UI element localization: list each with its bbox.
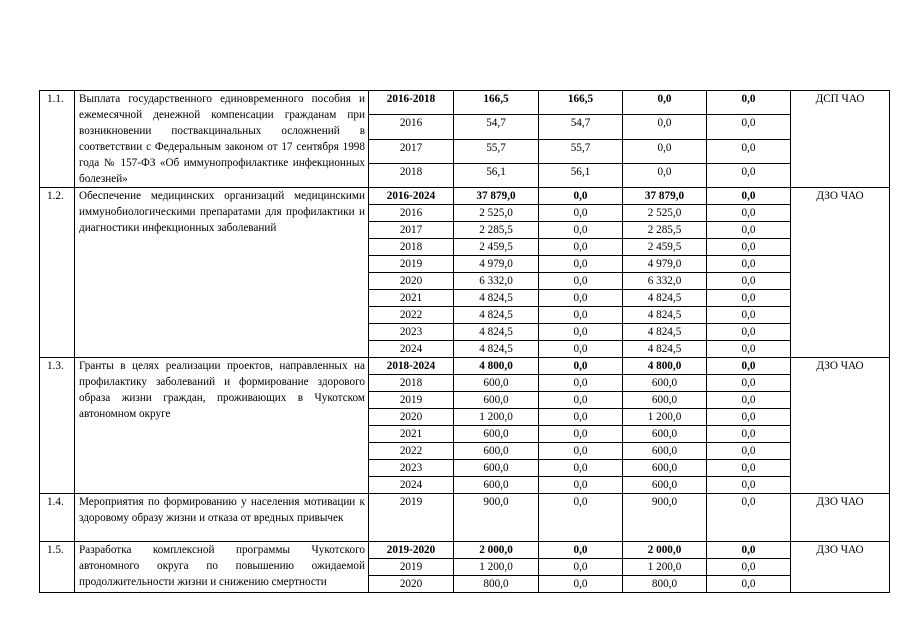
district-budget-cell: 0,0 bbox=[623, 91, 707, 115]
period-cell: 2022 bbox=[369, 307, 454, 324]
total-amount-cell: 600,0 bbox=[454, 426, 539, 443]
district-budget-cell: 600,0 bbox=[623, 375, 707, 392]
federal-budget-cell: 0,0 bbox=[539, 559, 623, 576]
budget-table bbox=[39, 90, 890, 593]
total-amount-cell: 1 200,0 bbox=[454, 409, 539, 426]
other-sources-cell: 0,0 bbox=[707, 163, 791, 187]
federal-budget-cell: 0,0 bbox=[539, 188, 623, 205]
total-amount-cell: 6 332,0 bbox=[454, 273, 539, 290]
district-budget-cell: 600,0 bbox=[623, 426, 707, 443]
federal-budget-cell: 0,0 bbox=[539, 576, 623, 593]
district-budget-cell: 4 824,5 bbox=[623, 307, 707, 324]
period-cell: 2017 bbox=[369, 222, 454, 239]
federal-budget-cell: 0,0 bbox=[539, 409, 623, 426]
other-sources-cell: 0,0 bbox=[707, 392, 791, 409]
period-cell: 2023 bbox=[369, 324, 454, 341]
other-sources-cell: 0,0 bbox=[707, 426, 791, 443]
period-cell: 2020 bbox=[369, 409, 454, 426]
total-amount-cell: 2 000,0 bbox=[454, 542, 539, 559]
total-amount-cell: 600,0 bbox=[454, 392, 539, 409]
period-cell: 2019 bbox=[369, 559, 454, 576]
total-amount-cell: 2 459,5 bbox=[454, 239, 539, 256]
other-sources-cell: 0,0 bbox=[707, 460, 791, 477]
federal-budget-cell: 0,0 bbox=[539, 392, 623, 409]
federal-budget-cell: 55,7 bbox=[539, 139, 623, 163]
federal-budget-cell: 0,0 bbox=[539, 205, 623, 222]
other-sources-cell: 0,0 bbox=[707, 239, 791, 256]
table-row bbox=[40, 494, 890, 542]
other-sources-cell: 0,0 bbox=[707, 409, 791, 426]
federal-budget-cell: 0,0 bbox=[539, 307, 623, 324]
district-budget-cell: 600,0 bbox=[623, 392, 707, 409]
district-budget-cell: 800,0 bbox=[623, 576, 707, 593]
district-budget-cell: 2 285,5 bbox=[623, 222, 707, 239]
total-amount-cell: 4 824,5 bbox=[454, 324, 539, 341]
period-cell: 2024 bbox=[369, 341, 454, 358]
total-amount-cell: 55,7 bbox=[454, 139, 539, 163]
other-sources-cell: 0,0 bbox=[707, 307, 791, 324]
district-budget-cell: 4 800,0 bbox=[623, 358, 707, 375]
federal-budget-cell: 166,5 bbox=[539, 91, 623, 115]
responsible-executor: ДСП ЧАО bbox=[791, 91, 890, 188]
item-description: Обеспечение медицинских организаций медицинскими иммунобиологическими препаратами для профилактики и диагностики инфекционных заболеваний bbox=[75, 188, 369, 358]
period-cell: 2016 bbox=[369, 115, 454, 139]
other-sources-cell: 0,0 bbox=[707, 559, 791, 576]
table-row-total bbox=[40, 542, 890, 559]
other-sources-cell: 0,0 bbox=[707, 91, 791, 115]
federal-budget-cell: 0,0 bbox=[539, 273, 623, 290]
period-cell: 2018 bbox=[369, 239, 454, 256]
other-sources-cell: 0,0 bbox=[707, 290, 791, 307]
federal-budget-cell: 54,7 bbox=[539, 115, 623, 139]
other-sources-cell: 0,0 bbox=[707, 443, 791, 460]
federal-budget-cell: 0,0 bbox=[539, 375, 623, 392]
total-amount-cell: 800,0 bbox=[454, 576, 539, 593]
federal-budget-cell: 56,1 bbox=[539, 163, 623, 187]
period-cell: 2020 bbox=[369, 273, 454, 290]
item-number: 1.4. bbox=[40, 494, 75, 542]
total-amount-cell: 1 200,0 bbox=[454, 559, 539, 576]
other-sources-cell: 0,0 bbox=[707, 273, 791, 290]
period-cell: 2018-2024 bbox=[369, 358, 454, 375]
total-amount-cell: 2 285,5 bbox=[454, 222, 539, 239]
period-cell: 2019 bbox=[369, 494, 454, 542]
federal-budget-cell: 0,0 bbox=[539, 222, 623, 239]
other-sources-cell: 0,0 bbox=[707, 139, 791, 163]
district-budget-cell: 2 525,0 bbox=[623, 205, 707, 222]
total-amount-cell: 900,0 bbox=[454, 494, 539, 542]
period-cell: 2019-2020 bbox=[369, 542, 454, 559]
period-cell: 2020 bbox=[369, 576, 454, 593]
total-amount-cell: 166,5 bbox=[454, 91, 539, 115]
period-cell: 2017 bbox=[369, 139, 454, 163]
period-cell: 2018 bbox=[369, 375, 454, 392]
other-sources-cell: 0,0 bbox=[707, 188, 791, 205]
federal-budget-cell: 0,0 bbox=[539, 542, 623, 559]
other-sources-cell: 0,0 bbox=[707, 205, 791, 222]
total-amount-cell: 4 824,5 bbox=[454, 290, 539, 307]
other-sources-cell: 0,0 bbox=[707, 341, 791, 358]
total-amount-cell: 4 979,0 bbox=[454, 256, 539, 273]
district-budget-cell: 600,0 bbox=[623, 460, 707, 477]
total-amount-cell: 600,0 bbox=[454, 443, 539, 460]
total-amount-cell: 54,7 bbox=[454, 115, 539, 139]
total-amount-cell: 600,0 bbox=[454, 375, 539, 392]
district-budget-cell: 4 979,0 bbox=[623, 256, 707, 273]
district-budget-cell: 0,0 bbox=[623, 139, 707, 163]
total-amount-cell: 4 824,5 bbox=[454, 307, 539, 324]
period-cell: 2019 bbox=[369, 256, 454, 273]
period-cell: 2022 bbox=[369, 443, 454, 460]
district-budget-cell: 4 824,5 bbox=[623, 341, 707, 358]
responsible-executor: ДЗО ЧАО bbox=[791, 188, 890, 358]
other-sources-cell: 0,0 bbox=[707, 358, 791, 375]
district-budget-cell: 0,0 bbox=[623, 115, 707, 139]
item-description: Выплата государственного единовременного пособия и ежемесячной денежной компенсации гражданам при возникновении поствакцинальных осложнений в соответствии с Федеральным законом от 17 сентября 1998 года № 157-ФЗ «Об иммунопрофилактике инфекционных болезней» bbox=[75, 91, 369, 188]
federal-budget-cell: 0,0 bbox=[539, 358, 623, 375]
federal-budget-cell: 0,0 bbox=[539, 256, 623, 273]
total-amount-cell: 2 525,0 bbox=[454, 205, 539, 222]
table-row-total bbox=[40, 358, 890, 375]
period-cell: 2016 bbox=[369, 205, 454, 222]
other-sources-cell: 0,0 bbox=[707, 222, 791, 239]
responsible-executor: ДЗО ЧАО bbox=[791, 542, 890, 593]
other-sources-cell: 0,0 bbox=[707, 375, 791, 392]
responsible-executor: ДЗО ЧАО bbox=[791, 358, 890, 494]
other-sources-cell: 0,0 bbox=[707, 542, 791, 559]
table-row-total bbox=[40, 91, 890, 115]
other-sources-cell: 0,0 bbox=[707, 115, 791, 139]
federal-budget-cell: 0,0 bbox=[539, 426, 623, 443]
federal-budget-cell: 0,0 bbox=[539, 324, 623, 341]
item-number: 1.5. bbox=[40, 542, 75, 593]
district-budget-cell: 2 459,5 bbox=[623, 239, 707, 256]
period-cell: 2024 bbox=[369, 477, 454, 494]
item-number: 1.3. bbox=[40, 358, 75, 494]
district-budget-cell: 1 200,0 bbox=[623, 559, 707, 576]
total-amount-cell: 4 824,5 bbox=[454, 341, 539, 358]
item-number: 1.2. bbox=[40, 188, 75, 358]
district-budget-cell: 0,0 bbox=[623, 163, 707, 187]
total-amount-cell: 56,1 bbox=[454, 163, 539, 187]
other-sources-cell: 0,0 bbox=[707, 494, 791, 542]
period-cell: 2016-2024 bbox=[369, 188, 454, 205]
period-cell: 2021 bbox=[369, 426, 454, 443]
district-budget-cell: 4 824,5 bbox=[623, 324, 707, 341]
item-description: Разработка комплексной программы Чукотского автономного округа по повышению ожидаемой продолжительности жизни и снижению смертности bbox=[75, 542, 369, 593]
federal-budget-cell: 0,0 bbox=[539, 460, 623, 477]
district-budget-cell: 37 879,0 bbox=[623, 188, 707, 205]
district-budget-cell: 600,0 bbox=[623, 477, 707, 494]
district-budget-cell: 1 200,0 bbox=[623, 409, 707, 426]
period-cell: 2016-2018 bbox=[369, 91, 454, 115]
table-body bbox=[40, 91, 890, 593]
federal-budget-cell: 0,0 bbox=[539, 477, 623, 494]
federal-budget-cell: 0,0 bbox=[539, 494, 623, 542]
district-budget-cell: 6 332,0 bbox=[623, 273, 707, 290]
item-description: Гранты в целях реализации проектов, направленных на профилактику заболеваний и формирование здорового образа жизни граждан, проживающих в Чукотском автономном округе bbox=[75, 358, 369, 494]
district-budget-cell: 600,0 bbox=[623, 443, 707, 460]
period-cell: 2023 bbox=[369, 460, 454, 477]
other-sources-cell: 0,0 bbox=[707, 576, 791, 593]
item-description: Мероприятия по формированию у населения мотивации к здоровому образу жизни и отказа от вредных привычек bbox=[75, 494, 369, 542]
total-amount-cell: 600,0 bbox=[454, 477, 539, 494]
period-cell: 2018 bbox=[369, 163, 454, 187]
federal-budget-cell: 0,0 bbox=[539, 290, 623, 307]
table-row-total bbox=[40, 188, 890, 205]
district-budget-cell: 2 000,0 bbox=[623, 542, 707, 559]
federal-budget-cell: 0,0 bbox=[539, 239, 623, 256]
total-amount-cell: 37 879,0 bbox=[454, 188, 539, 205]
total-amount-cell: 600,0 bbox=[454, 460, 539, 477]
federal-budget-cell: 0,0 bbox=[539, 341, 623, 358]
district-budget-cell: 4 824,5 bbox=[623, 290, 707, 307]
other-sources-cell: 0,0 bbox=[707, 256, 791, 273]
total-amount-cell: 4 800,0 bbox=[454, 358, 539, 375]
other-sources-cell: 0,0 bbox=[707, 477, 791, 494]
period-cell: 2021 bbox=[369, 290, 454, 307]
federal-budget-cell: 0,0 bbox=[539, 443, 623, 460]
period-cell: 2019 bbox=[369, 392, 454, 409]
item-number: 1.1. bbox=[40, 91, 75, 188]
responsible-executor: ДЗО ЧАО bbox=[791, 494, 890, 542]
district-budget-cell: 900,0 bbox=[623, 494, 707, 542]
other-sources-cell: 0,0 bbox=[707, 324, 791, 341]
